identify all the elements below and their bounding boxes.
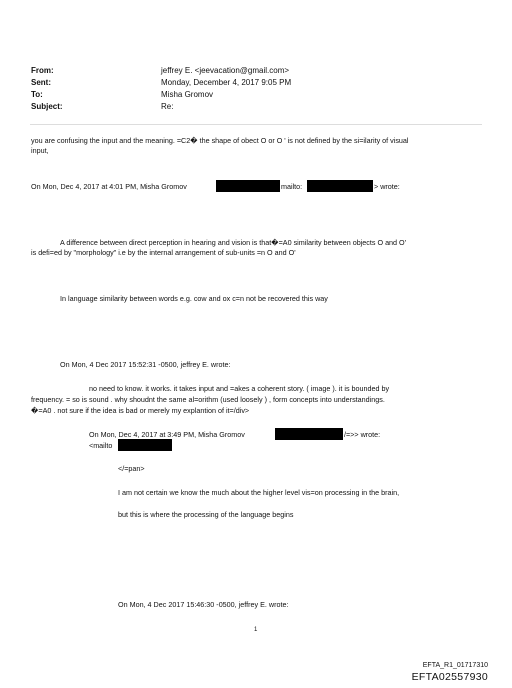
quote3-line2: but this is where the processing of the language begins [118, 510, 294, 519]
to-value: Misha Gromov [161, 90, 214, 99]
page-number: 1 [254, 627, 258, 633]
quote1-wrote: > wrote: [374, 182, 400, 191]
quote2-line1: no need to know. it works. it takes input and =akes a coherent story. ( image ). it is bounded by [89, 384, 390, 393]
quote3-wrote: /=>> wrote: [344, 430, 381, 439]
subject-value: Re: [161, 102, 174, 111]
quote3-line1: I am not certain we know the much about the higher level vis=on processing in the brain, [118, 488, 400, 497]
quote1-header: On Mon, Dec 4, 2017 at 4:01 PM, Misha Gromov [31, 182, 187, 191]
footer-id-small: EFTA_R1_01717310 [422, 662, 488, 669]
redaction-block [216, 180, 280, 192]
quote3-mailto: <mailto [89, 441, 113, 450]
redaction-block [275, 428, 343, 440]
quote1-mailto: mailto: [281, 182, 303, 191]
sent-value: Monday, December 4, 2017 9:05 PM [161, 78, 292, 87]
quote1-para1-line1: A difference between direct perception in hearing and vision is that�=A0 similarity between objects O and O' [60, 238, 407, 247]
reply-line-1: you are confusing the input and the meaning. =C2� the shape of obect O or O ' is not defined by the si=ilarity of visual [31, 136, 409, 145]
quote2-header: On Mon, 4 Dec 2017 15:52:31 -0500, jeffrey E. wrote: [60, 360, 231, 369]
from-value: jeffrey E. <jeevacation@gmail.com> [161, 66, 290, 75]
quote2-line3: �=A0 . not sure if the idea is bad or merely my explantion of it=/div> [31, 406, 250, 415]
quote2-line2: frequency. = so is sound . why shoudnt the same al=orithm (used loosely ) , form concepts into understandings. [31, 395, 385, 404]
quote1-para2: In language similarity between words e.g. cow and ox c=n not be recovered this way [60, 294, 328, 303]
redaction-block [307, 180, 373, 192]
quote3-header: On Mon, Dec 4, 2017 at 3:49 PM, Misha Gromov [89, 430, 245, 439]
header-divider [30, 124, 482, 125]
to-label: To: [31, 90, 43, 99]
reply-line-2: input, [31, 146, 49, 155]
from-label: From: [31, 66, 54, 75]
footer-id-large: EFTA02557930 [411, 671, 488, 683]
sent-label: Sent: [31, 78, 51, 87]
quote4-header: On Mon, 4 Dec 2017 15:46:30 -0500, jeffrey E. wrote: [118, 600, 289, 609]
quote1-para1-line2: is defi=ed by "morphology" i.e by the internal arrangement of sub-units =n O and O' [31, 248, 296, 257]
quote3-pan: </=pan> [118, 464, 145, 473]
subject-label: Subject: [31, 102, 63, 111]
redaction-block [118, 439, 172, 451]
